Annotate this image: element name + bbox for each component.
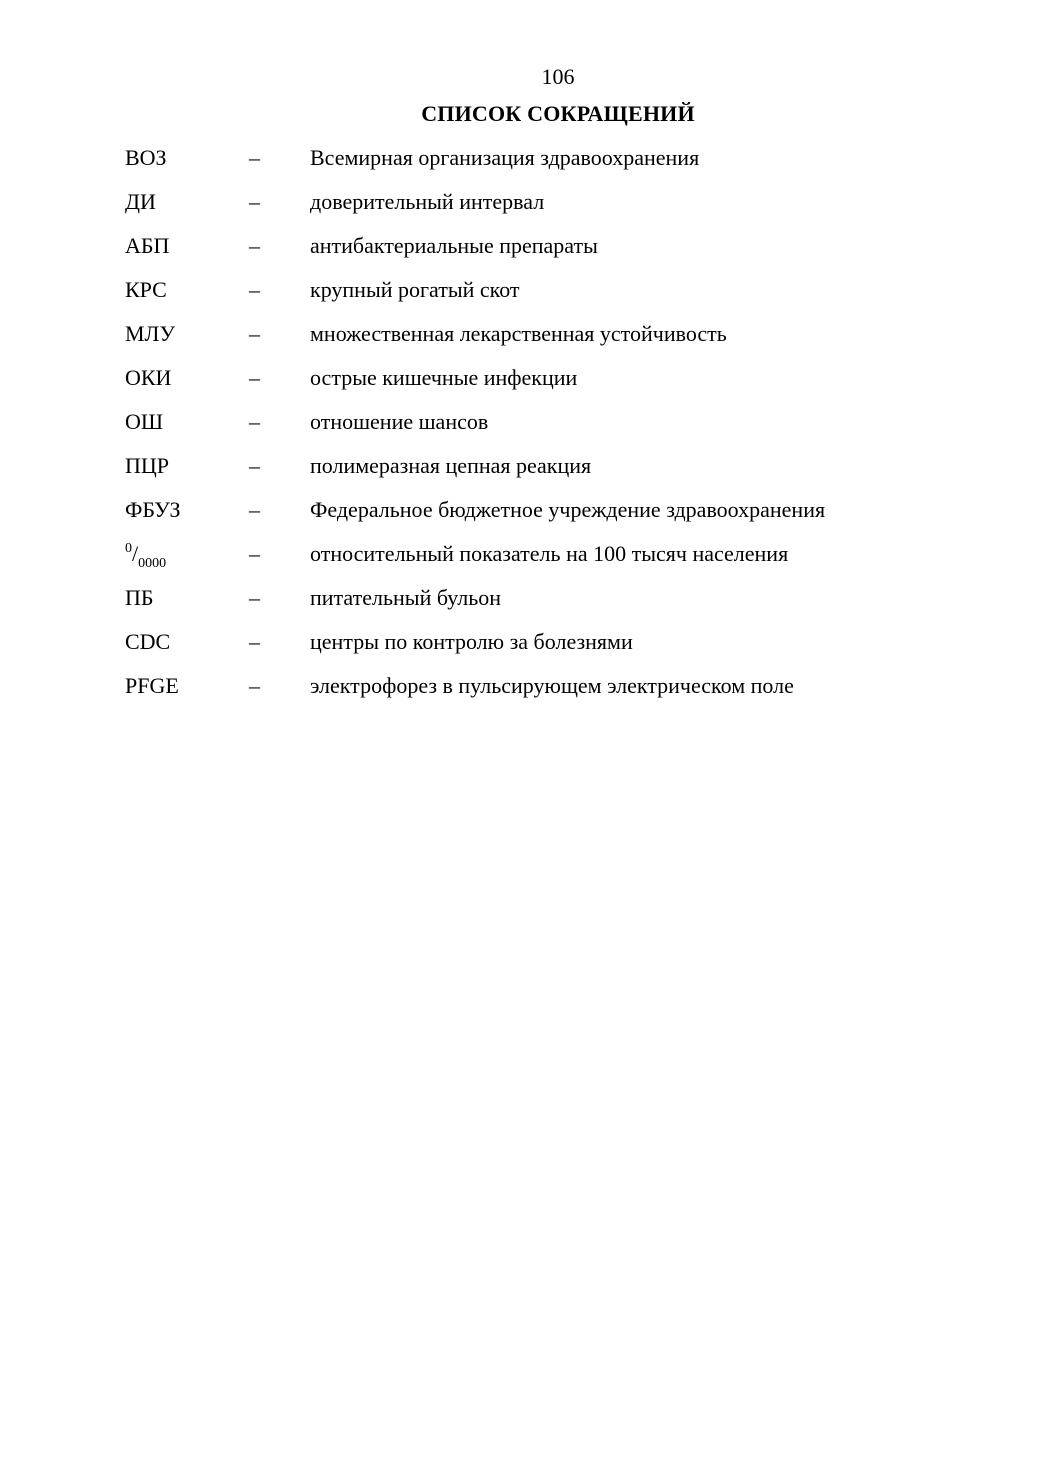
abbreviation-term-fraction: [125, 536, 166, 576]
abbreviation-term: ПЦР: [125, 453, 170, 478]
abbreviation-term: ВОЗ: [125, 145, 167, 170]
abbreviation-row: [125, 624, 1005, 668]
abbreviation-row: [125, 448, 1005, 492]
abbreviation-list: [125, 140, 1005, 712]
abbreviation-dash: –: [249, 409, 260, 434]
fraction-denominator: 0000: [138, 556, 167, 571]
abbreviation-dash: –: [249, 541, 260, 566]
abbreviation-definition: полимеразная цепная реакция: [310, 453, 592, 478]
abbreviation-term: ОКИ: [125, 365, 172, 390]
abbreviation-term: МЛУ: [125, 321, 176, 346]
abbreviation-definition: множественная лекарственная устойчивость: [310, 321, 727, 346]
abbreviation-row: [125, 316, 1005, 360]
abbreviation-dash: –: [249, 673, 260, 698]
abbreviation-row: [125, 184, 1005, 228]
abbreviation-term: ПБ: [125, 585, 154, 610]
abbreviation-definition: относительный показатель на 100 тысяч населения: [310, 541, 789, 566]
abbreviation-row: [125, 272, 1005, 316]
abbreviation-definition: центры по контролю за болезнями: [310, 629, 633, 654]
abbreviation-row: [125, 228, 1005, 272]
abbreviation-definition: электрофорез в пульсирующем электрическом поле: [310, 673, 794, 698]
abbreviation-dash: –: [249, 497, 260, 522]
abbreviation-term: CDC: [125, 629, 171, 654]
abbreviation-definition: Всемирная организация здравоохранения: [310, 145, 700, 170]
abbreviation-definition: доверительный интервал: [310, 189, 545, 214]
abbreviation-term: ОШ: [125, 409, 164, 434]
abbreviation-dash: –: [249, 145, 260, 170]
abbreviation-dash: –: [249, 585, 260, 610]
abbreviation-term: АБП: [125, 233, 170, 258]
abbreviation-term: ФБУЗ: [125, 497, 181, 522]
abbreviation-row: [125, 492, 1005, 536]
abbreviation-row: [125, 404, 1005, 448]
abbreviation-dash: –: [249, 321, 260, 346]
abbreviation-term: КРС: [125, 277, 167, 302]
abbreviation-dash: –: [249, 189, 260, 214]
abbreviation-definition: антибактериальные препараты: [310, 233, 598, 258]
abbreviation-row: [125, 668, 1005, 712]
abbreviation-row: [125, 536, 1005, 580]
abbreviation-dash: –: [249, 365, 260, 390]
fraction-numerator: 0: [125, 541, 132, 556]
abbreviation-dash: –: [249, 277, 260, 302]
page-number: 106: [541, 64, 575, 89]
abbreviation-term: ДИ: [125, 189, 156, 214]
abbreviation-definition: крупный рогатый скот: [310, 277, 520, 302]
abbreviation-definition: Федеральное бюджетное учреждение здравоохранения: [310, 497, 826, 522]
abbreviation-row: [125, 580, 1005, 624]
fraction-slash: /: [132, 541, 139, 566]
abbreviation-row: [125, 360, 1005, 404]
abbreviation-definition: отношение шансов: [310, 409, 489, 434]
page-title: СПИСОК СОКРАЩЕНИЙ: [421, 101, 695, 126]
abbreviation-row: [125, 140, 1005, 184]
abbreviation-dash: –: [249, 629, 260, 654]
abbreviation-term: PFGE: [125, 673, 179, 698]
abbreviation-definition: острые кишечные инфекции: [310, 365, 578, 390]
abbreviation-definition: питательный бульон: [310, 585, 502, 610]
abbreviation-dash: –: [249, 453, 260, 478]
abbreviation-dash: –: [249, 233, 260, 258]
